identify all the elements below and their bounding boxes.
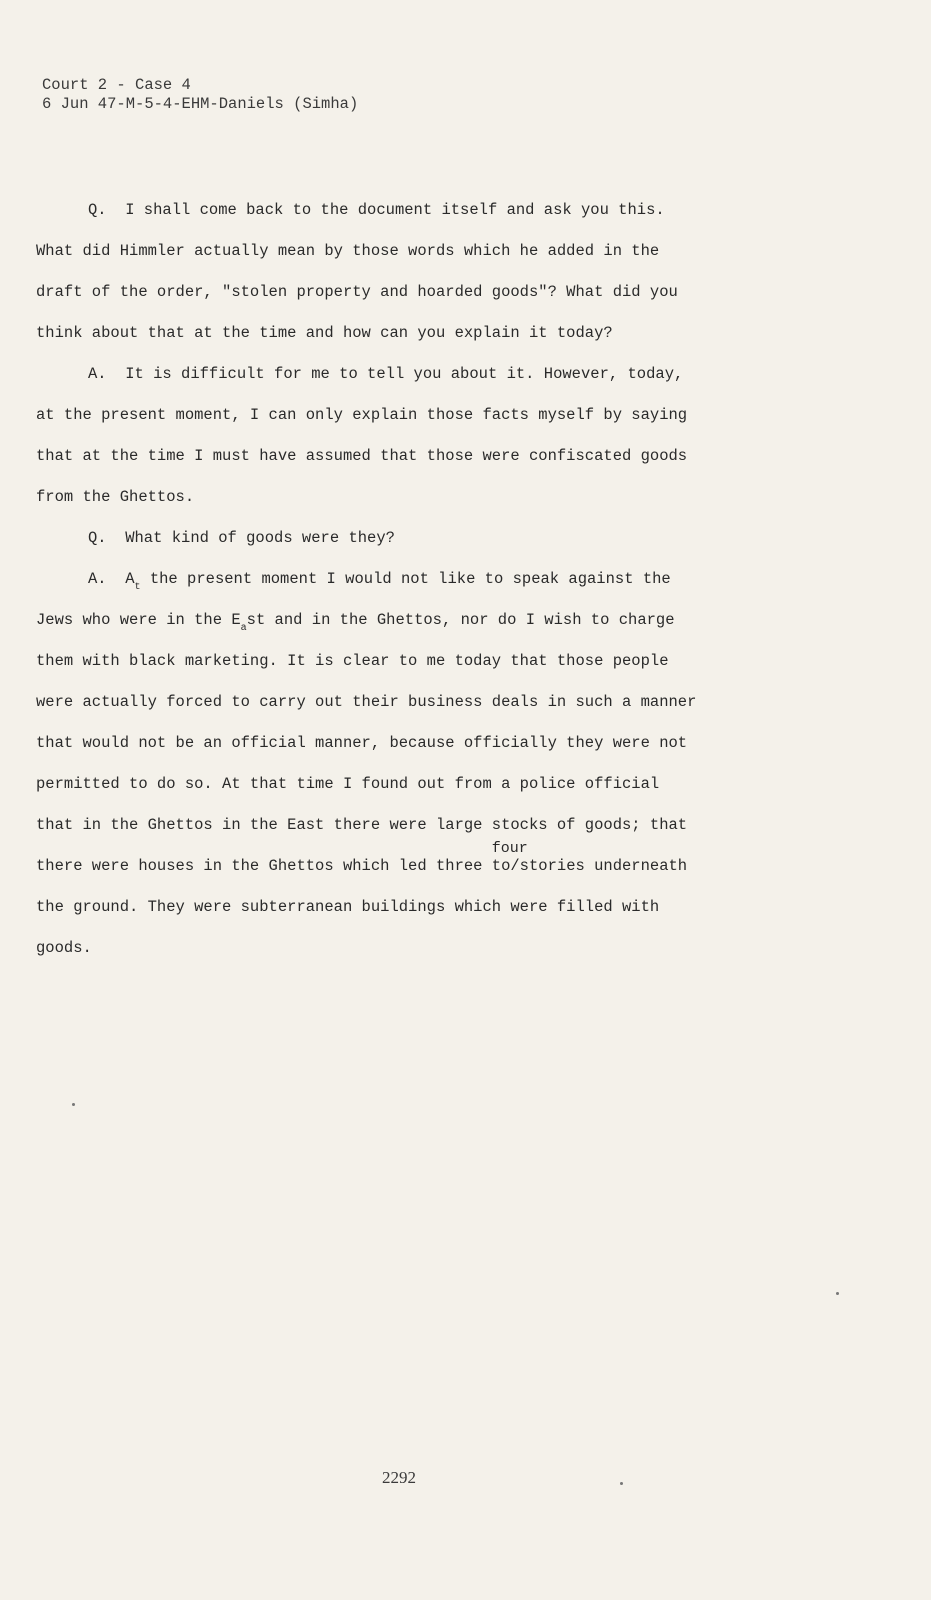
line-segment: Jews who were in the E	[36, 611, 241, 629]
handwritten-correction: t	[134, 582, 141, 593]
transcript-line: permitted to do so. At that time I found out from a police official	[36, 775, 660, 793]
transcript-line: them with black marketing. It is clear to me today that those people	[36, 652, 669, 670]
transcript-line: the ground. They were subterranean buildings which were filled with	[36, 898, 660, 916]
transcript-line: from the Ghettos.	[36, 488, 195, 506]
line-segment: to/stories underneath	[491, 857, 688, 875]
handwritten-correction: a	[240, 623, 247, 634]
transcript-line: Q. What kind of goods were they?	[88, 529, 395, 547]
paper-speck	[836, 1292, 839, 1295]
transcript-line	[36, 840, 776, 887]
interlinear-insertion	[491, 840, 688, 887]
line-segment: the present moment I would not like to speak against the	[140, 570, 671, 588]
transcript-line: that in the Ghettos in the East there were large stocks of goods; that	[36, 816, 688, 834]
transcript-line: that would not be an official manner, because officially they were not	[36, 734, 688, 752]
transcript-line	[36, 600, 776, 641]
transcript-line: were actually forced to carry out their business deals in such a manner	[36, 693, 697, 711]
transcript-line: What did Himmler actually mean by those words which he added in the	[36, 242, 660, 260]
transcript-line: at the present moment, I can only explain those facts myself by saying	[36, 406, 688, 424]
transcript-line	[36, 559, 776, 600]
transcript-line: that at the time I must have assumed that those were confiscated goods	[36, 447, 688, 465]
transcript-line: goods.	[36, 939, 92, 957]
transcript-line: draft of the order, "stolen property and hoarded goods"? What did you	[36, 283, 678, 301]
header-date-reference: 6 Jun 47-M-5-4-EHM-Daniels (Simha)	[42, 95, 359, 113]
paper-speck	[620, 1482, 623, 1485]
inserted-word: four	[491, 840, 528, 857]
transcript-body	[36, 190, 776, 969]
transcript-line: think about that at the time and how can you explain it today?	[36, 324, 613, 342]
page-number: 2292	[382, 1468, 416, 1487]
line-segment: A. A	[88, 570, 135, 588]
transcript-line: Q. I shall come back to the document itself and ask you this.	[88, 201, 665, 219]
paper-speck	[72, 1103, 75, 1106]
header-court-case: Court 2 - Case 4	[42, 76, 191, 94]
document-header	[42, 76, 358, 114]
line-segment: there were houses in the Ghettos which led three	[36, 857, 492, 875]
transcript-line: A. It is difficult for me to tell you about it. However, today,	[88, 365, 684, 383]
line-segment: st and in the Ghettos, nor do I wish to charge	[246, 611, 675, 629]
